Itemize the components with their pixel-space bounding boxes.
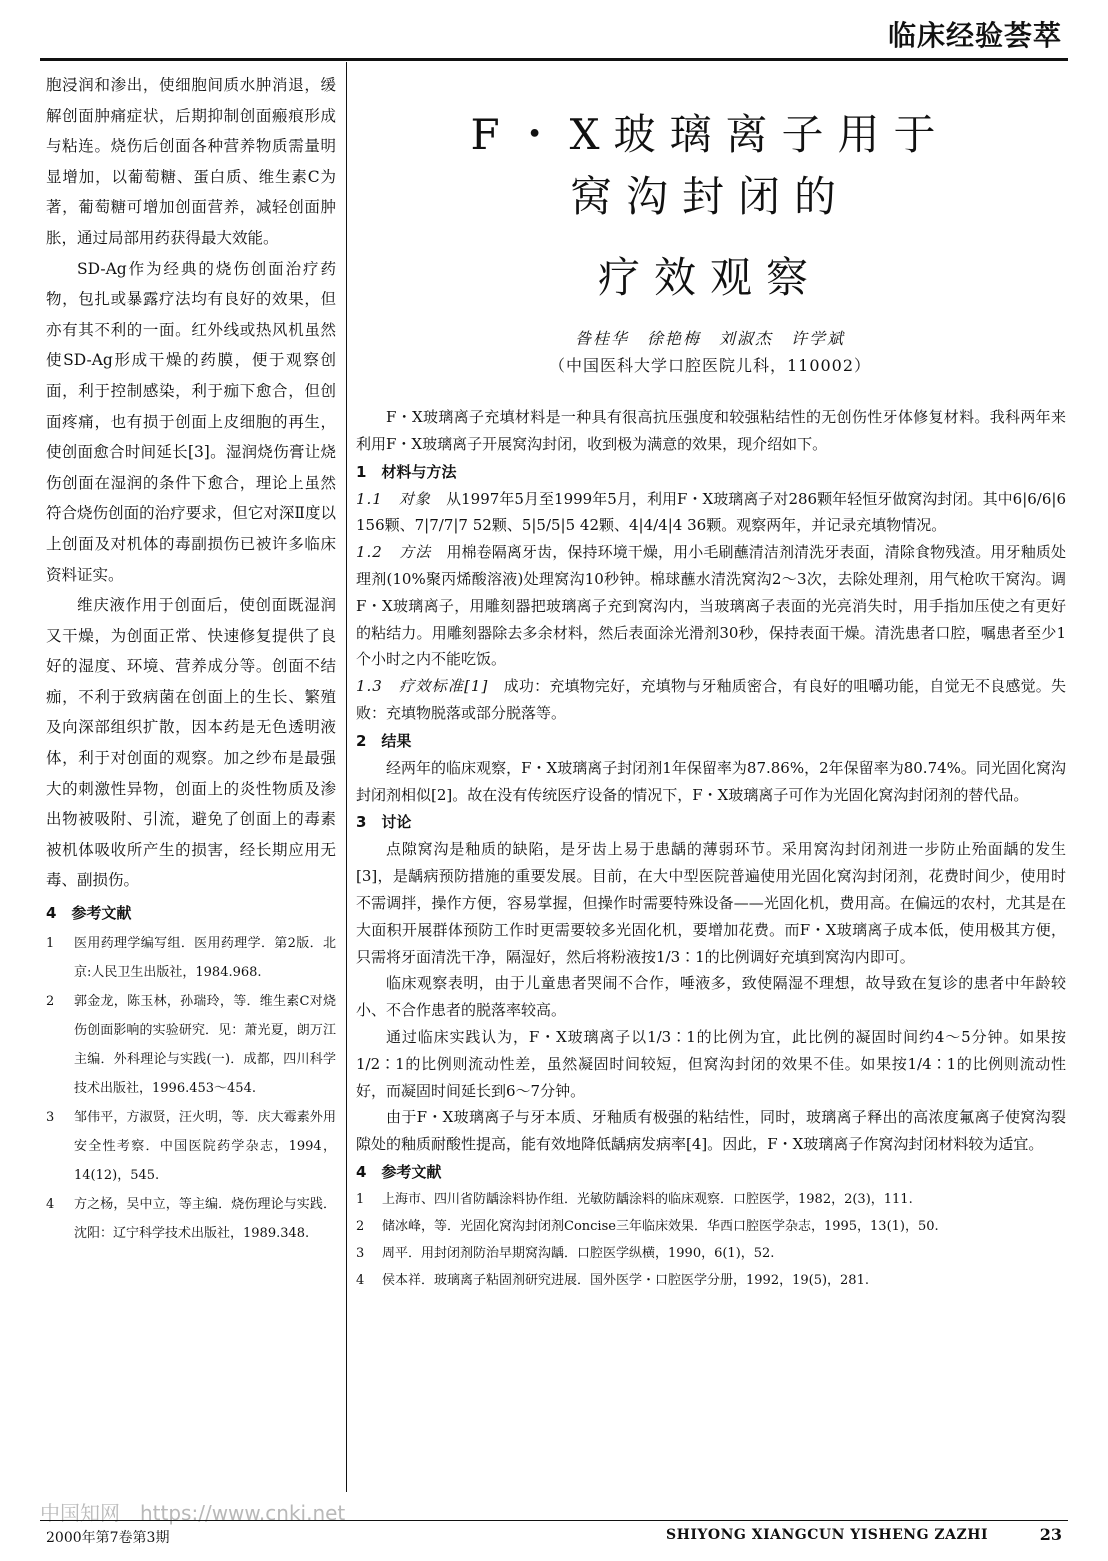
article-body [356,404,1066,1294]
article-title-line-1: F・X玻璃离子用于 [470,110,950,159]
subsection-text: 用棉卷隔离牙齿，保持环境干燥，用小毛刷蘸清洁剂清洗牙表面，清除食物残渣。用牙釉质处理剂(10%聚丙烯酸溶液)处理窝沟10秒钟。棉球蘸水清洗窝沟2～3次，去除处理剂，用气枪吹干窝沟。调F・X玻璃离子，用雕刻器把玻璃离子充到窝沟内，当玻璃离子表面的光亮消失时，用手指加压使之有更好的粘结力。用雕刻器除去多余材料，然后表面涂光滑剂30秒，保持表面干燥。清洗患者口腔，嘱患者至少1个小时之内不能吃饭。 [356,543,1066,669]
subsection-label: 1.2 方法 [356,543,432,562]
section-2-heading: 2 结果 [356,731,412,750]
ref-text: 郭金龙，陈玉林，孙瑞玲，等．维生素C对烧伤创面影响的实验研究．见：萧光夏，朗万江主编．外科理论与实践(一)．成都，四川科学技术出版社，1996.453～454. [74,993,336,1096]
ref-text: 医用药理学编写组．医用药理学．第2版．北京:人民卫生出版社，1984.968. [74,935,336,980]
subsection-label: 1.3 疗效标准[1] [356,677,489,696]
subsection-text: 从1997年5月至1999年5月，利用F・X玻璃离子对286颗年轻恒牙做窝沟封闭。其中6|6/6|6 156颗、7|7/7|7 52颗、5|5/5|5 42颗、4|4/4|4 36颗。观察两年，并记录充填物情况。 [356,489,1066,535]
article-ref-2 [356,1213,1066,1240]
left-ref-1 [46,929,336,987]
page-number: 23 [1039,1525,1062,1544]
ref-text: 邹伟平，方淑贤，汪火明，等．庆大霉素外用安全性考察．中国医院药学杂志，1994，14(12)，545. [74,1109,336,1183]
left-paragraph-3: 维庆液作用于创面后，使创面既湿润又干燥，为创面正常、快速修复提供了良好的湿度、环境、营养成分等。创面不结痂，不利于致病菌在创面上的生长、繁殖及向深部组织扩散，因本药是无色透明液体，利于对创面的观察。加之纱布是最强大的刺激性异物，创面上的炎性物质及渗出物被吸附、引流，避免了创面上的毒素被机体吸收所产生的损害，经长期应用无毒、副损伤。 [46,596,336,890]
section-header: 临床经验荟萃 [887,19,1062,52]
subsection-label: 1.1 对象 [356,489,432,508]
ref-num: 3 [356,1245,365,1261]
ref-num: 2 [46,993,55,1009]
column-divider [346,62,347,1492]
ref-num: 1 [356,1191,365,1207]
cnki-watermark: 中国知网 https://www.cnki.net [40,1501,346,1525]
results-paragraph: 经两年的临床观察，F・X玻璃离子封闭剂1年保留率为87.86%，2年保留率为80.74%。同光固化窝沟封闭剂相似[2]。故在没有传统医疗设备的情况下，F・X玻璃离子可作为光固化窝沟封闭剂的替代品。 [356,758,1066,804]
left-column [46,70,336,1248]
discussion-paragraph-4: 由于F・X玻璃离子与牙本质、牙釉质有极强的粘结性，同时，玻璃离子释出的高浓度氟离子使窝沟裂隙处的釉质耐酸性提高，能有效地降低龋病发病率[4]。因此，F・X玻璃离子作窝沟封闭材料较为适宜。 [356,1108,1066,1154]
ref-num: 2 [356,1218,365,1234]
ref-text: 上海市、四川省防龋涂料协作组．光敏防龋涂料的临床观察．口腔医学，1982，2(3)，111. [382,1191,913,1207]
article-ref-4 [356,1267,1066,1294]
ref-text: 储冰峰，等．光固化窝沟封闭剂Concise三年临床效果．华西口腔医学杂志，1995，13(1)，50. [382,1218,939,1234]
ref-text: 方之杨，吴中立，等主编．烧伤理论与实践．沈阳：辽宁科学技术出版社，1989.348. [74,1196,336,1241]
left-ref-3 [46,1103,336,1190]
affiliation: （中国医科大学口腔医院儿科，110002） [548,356,872,375]
ref-num: 1 [46,935,55,951]
left-ref-4 [46,1190,336,1248]
article-title-line-2: 窝沟封闭的 [569,172,850,221]
authors: 昝桂华 徐艳梅 刘淑杰 许学斌 [574,329,845,348]
left-paragraph-2: SD-Ag作为经典的烧伤创面治疗药物，包扎或暴露疗法均有良好的效果，但亦有其不利的一面。红外线或热风机虽然使SD-Ag形成干燥的药膜，便于观察创面，利于控制感染，利于痂下愈合，但创面疼痛，也有损于创面上皮细胞的再生，使创面愈合时间延长[3]。湿润烧伤膏让烧伤创面在湿润的条件下愈合，理论上虽然符合烧伤创面的治疗要求，但它对深Ⅱ度以上创面及对机体的毒副损伤已被许多临床资料证实。 [46,259,336,584]
ref-num: 4 [356,1272,365,1288]
article-refs-heading: 4 参考文献 [356,1162,442,1181]
ref-num: 4 [46,1196,55,1212]
discussion-paragraph-3: 通过临床实践认为，F・X玻璃离子以1/3∶1的比例为宜，此比例的凝固时间约4～5分钟。如果按1/2∶1的比例则流动性差，虽然凝固时间较短，但窝沟封闭的效果不佳。如果按1/4∶1的比例则流动性好，而凝固时间延长到6～7分钟。 [356,1027,1066,1100]
subsection-1-1 [356,486,1066,540]
subsection-text: 成功：充填物完好，充填物与牙釉质密合，有良好的咀嚼功能，自觉无不良感觉。失败：充填物脱落或部分脱落等。 [356,677,1066,722]
journal-name: SHIYONG XIANGCUN YISHENG ZAZHI [666,1527,989,1543]
bottom-rule [40,1520,1068,1521]
discussion-paragraph-2: 临床观察表明，由于儿童患者哭闹不合作，唾液多，致使隔湿不理想，故导致在复诊的患者中年龄较小、不合作患者的脱落率较高。 [356,974,1066,1020]
article-ref-1 [356,1186,1066,1213]
intro-paragraph: F・X玻璃离子充填材料是一种具有很高抗压强度和较强粘结性的无创伤性牙体修复材料。我科两年来利用F・X玻璃离子开展窝沟封闭，收到极为满意的效果，现介绍如下。 [356,408,1066,453]
article-ref-3 [356,1240,1066,1267]
section-1-heading: 1 材料与方法 [356,462,457,481]
subsection-1-2 [356,539,1066,673]
discussion-paragraph-1: 点隙窝沟是釉质的缺陷，是牙齿上易于患龋的薄弱环节。采用窝沟封闭剂进一步防止殆面龋的发生[3]，是龋病预防措施的重要发展。目前，在大中型医院普遍使用光固化窝沟封闭剂，花费时间少，使用时不需调拌，操作方便，容易掌握，但操作时需要特殊设备——光固化机，费用高。在偏远的农村，尤其是在大面积开展群体预防工作时更需要较多光固化机，要增加花费。而F・X玻璃离子成本低，使用极其方便，只需将牙面清洗干净，隔湿好，然后将粉液按1/3∶1的比例调好充填到窝沟内即可。 [356,840,1066,966]
ref-num: 3 [46,1109,55,1125]
left-ref-2 [46,987,336,1103]
left-paragraph-1: 胞浸润和渗出，使细胞间质水肿消退，缓解创面肿痛症状，后期抑制创面瘢痕形成与粘连。烧伤后创面各种营养物质需量明显增加，以葡萄糖、蛋白质、维生素C为著，葡萄糖可增加创面营养，减轻创面肿胀，通过局部用药获得最大效能。 [46,76,336,247]
top-rule [40,58,1068,61]
left-refs-heading: 4 参考文献 [46,904,132,923]
issue-info: 2000年第7卷第3期 [46,1530,170,1546]
subsection-1-3 [356,673,1066,727]
section-3-heading: 3 讨论 [356,813,412,832]
ref-text: 周平．用封闭剂防治早期窝沟龋．口腔医学纵横，1990，6(1)，52. [382,1245,775,1261]
ref-text: 侯本祥．玻璃离子粘固剂研究进展．国外医学・口腔医学分册，1992，19(5)，281. [382,1272,869,1288]
article-title-line-3: 疗效观察 [597,253,822,302]
